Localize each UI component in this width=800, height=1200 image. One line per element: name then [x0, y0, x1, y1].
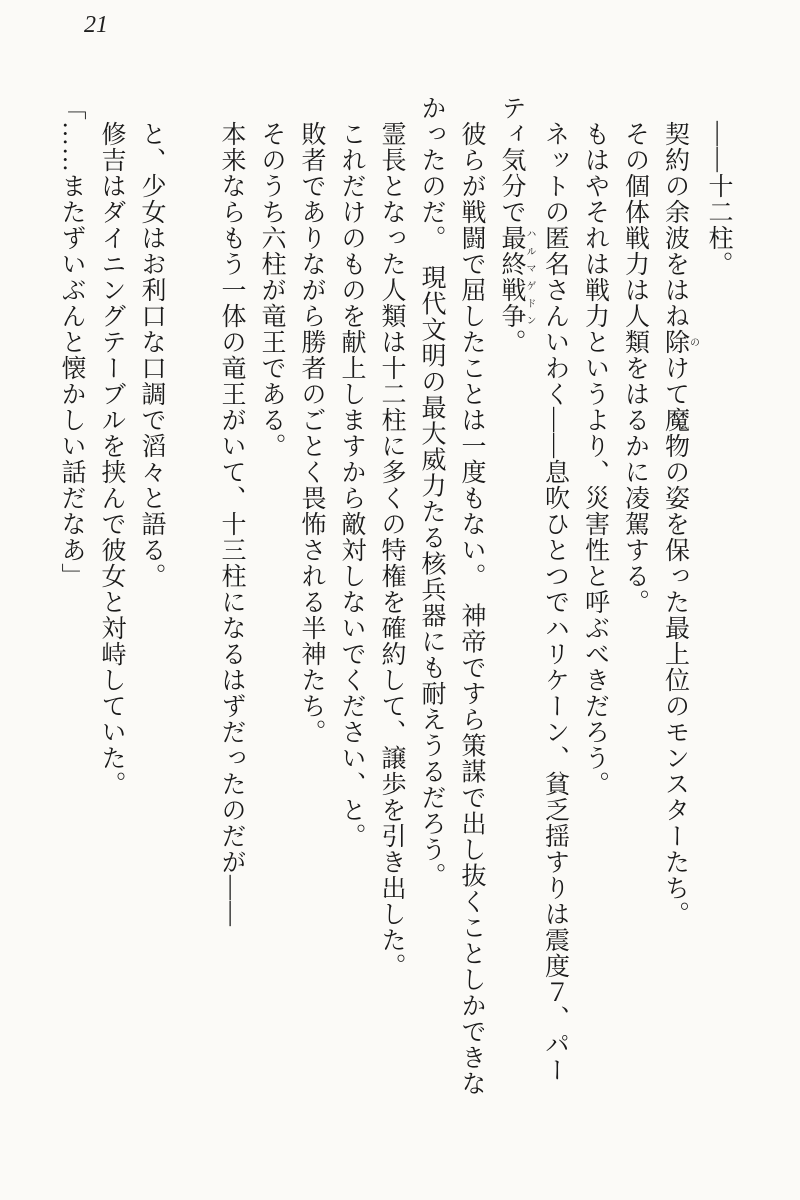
page-number: 21 [84, 12, 108, 38]
blank-line [171, 95, 211, 1150]
ruby-annotated-text: 最終戦争 ハルマゲドン [498, 225, 535, 329]
text-line: 修吉はダイニングテーブルを挟んで彼女と対峙していた。 [98, 95, 125, 797]
text-line: ――十二柱。 [705, 95, 732, 277]
text-line: その個体戦力は人類をはるかに凌駕する。 [621, 95, 649, 615]
ruby-annotated-text: 除 の [661, 329, 699, 355]
text-line: と、少女はお利口な口調で滔々と語る。 [138, 95, 165, 589]
text-line: 彼らが戦闘で屈したことは一度もない。 神帝ですら策謀で出し抜くことしかできな [458, 95, 485, 1097]
text-line: そのうち六柱が竜王である。 [258, 95, 285, 459]
text-line: ネットの匿名さんいわく――息吹ひとつでハリケーン、貧乏揺すりは震度７、パー [541, 95, 569, 1083]
text-line: かったのだ。 現代文明の最大威力たる核兵器にも耐えうるだろう。 [418, 95, 445, 889]
text-line: 敗者でありながら勝者のごとく畏怖される半神たち。 [298, 95, 325, 745]
text-line: 霊長となった人類は十二柱に多くの特権を確約して、譲歩を引き出した。 [378, 95, 405, 979]
vertical-text-block [51, 95, 738, 1150]
text-line: これだけのものを献上しますから敵対しないでください、と。 [338, 95, 365, 849]
text-line: もはやそれは戦力というより、災害性と呼ぶべきだろう。 [581, 95, 609, 797]
text-line: 本来ならもう一体の竜王がいて、十三柱になるはずだったのだが―― [218, 95, 245, 927]
text-line: 契約の余波をはね除 のけて魔物の姿を保った最上位のモンスターたち。 [661, 95, 699, 927]
text-line: 「……またずいぶんと懐かしい話だなあ」 [58, 95, 85, 589]
text-line: ティ気分で最終戦争 ハルマゲドン。 [498, 95, 535, 355]
